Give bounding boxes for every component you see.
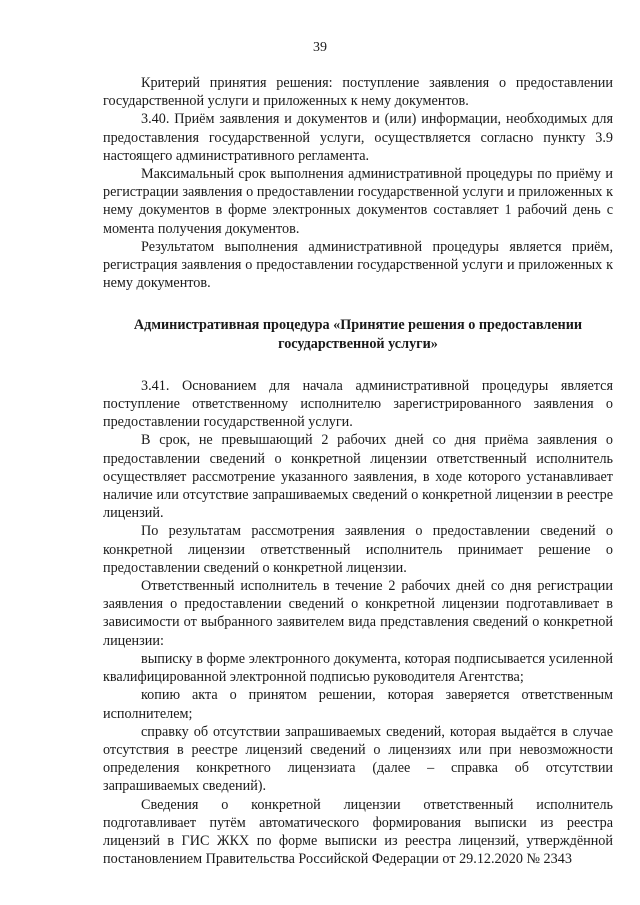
paragraph-3-40: 3.40. Приём заявления и документов и (или) информации, необходимых для предоставления государственной услуги, осуществляется согласно пункту 3.9 настоящего административного регламента. xyxy=(103,111,613,164)
paragraph-decision-criterion: Критерий принятия решения: поступление заявления о предоставлении государственной услуги и приложенных к нему документов. xyxy=(103,75,613,110)
paragraph-review-result: По результатам рассмотрения заявления о предоставлении сведений о конкретной лицензии ответственный исполнитель принимает решение о предоставлении сведений о конкретной лицензии. xyxy=(103,523,613,576)
list-item-act-copy: копию акта о принятом решении, которая заверяется ответственным исполнителем; xyxy=(103,687,613,722)
paragraph-license-info: Сведения о конкретной лицензии ответственный исполнитель подготавливает путём автоматического формирования выписки из реестра лицензий в ГИС ЖКХ по форме выписки из реестра лицензий, утверждённой постановлением Правительства Российской Федерации от 29.12.2020 № 2343 xyxy=(103,796,613,868)
document-body xyxy=(103,74,613,868)
page-number: 39 xyxy=(313,40,327,55)
list-item-absence-certificate: справку об отсутствии запрашиваемых сведений, которая выдаётся в случае отсутствия в реестре лицензий сведений о лицензиях или при невозможности определения конкретного лицензиата (далее – справка об отсутствии запрашиваемых сведений). xyxy=(103,723,613,795)
paragraph-max-term: Максимальный срок выполнения административной процедуры по приёму и регистрации заявления о предоставлении государственной услуги и приложенных к нему документов в форме электронных документов составляет 1 рабочий день с момента получения документов. xyxy=(103,166,613,237)
paragraph-review-term: В срок, не превышающий 2 рабочих дней со дня приёма заявления о предоставлении сведений о конкретной лицензии ответственный исполнитель осуществляет рассмотрение указанного заявления, в ходе которого устанавливает наличие или отсутствие запрашиваемых сведений о конкретной лицензии в реестре лицензий. xyxy=(103,432,613,522)
paragraph-result: Результатом выполнения административной процедуры является приём, регистрация заявления о предоставлении государственной услуги и приложенных к нему документов. xyxy=(103,238,613,292)
section-heading: Административная процедура «Принятие решения о предоставлении государственной услуги» xyxy=(133,317,583,352)
paragraph-preparation: Ответственный исполнитель в течение 2 рабочих дней со дня регистрации заявления о предоставлении сведений о конкретной лицензии подготавливает в зависимости от выбранного заявителем вида представления сведений о конкретной лицензии: xyxy=(103,578,613,649)
list-item-extract: выписку в форме электронного документа, которая подписывается усиленной квалифицированной электронной подписью руководителя Агентства; xyxy=(103,650,613,686)
paragraph-3-41: 3.41. Основанием для начала административной процедуры является поступление ответственному исполнителю зарегистрированного заявления о предоставлении государственной услуги. xyxy=(103,377,613,431)
